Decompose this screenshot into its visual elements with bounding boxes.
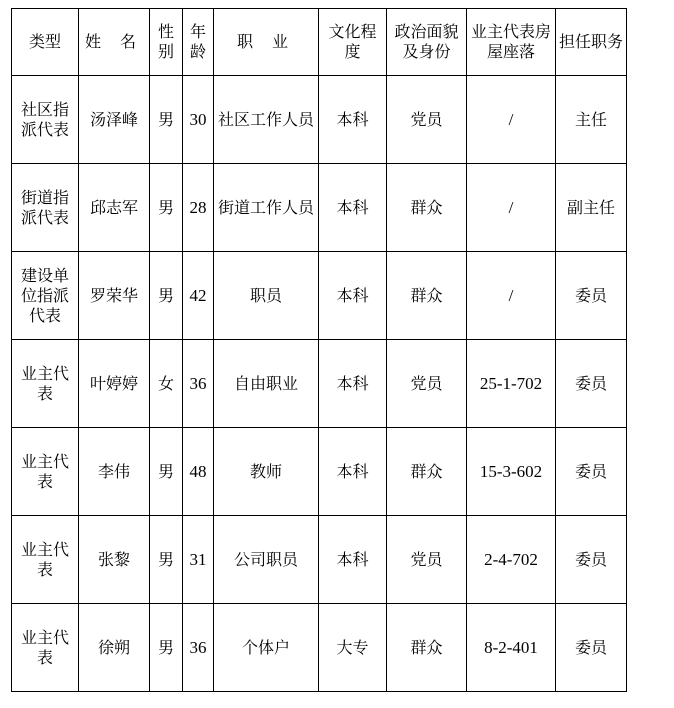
cell-occupation: 社区工作人员 bbox=[214, 76, 319, 164]
cell-education: 本科 bbox=[319, 164, 387, 252]
table-row bbox=[12, 164, 627, 252]
cell-education: 本科 bbox=[319, 76, 387, 164]
cell-occupation: 自由职业 bbox=[214, 340, 319, 428]
cell-name: 邱志军 bbox=[79, 164, 150, 252]
table-row bbox=[12, 340, 627, 428]
table-row bbox=[12, 252, 627, 340]
cell-occupation: 街道工作人员 bbox=[214, 164, 319, 252]
cell-name: 罗荣华 bbox=[79, 252, 150, 340]
cell-position: 委员 bbox=[556, 252, 627, 340]
table-row bbox=[12, 76, 627, 164]
cell-name: 张黎 bbox=[79, 516, 150, 604]
header-name: 姓 名 bbox=[79, 9, 150, 76]
cell-position: 委员 bbox=[556, 428, 627, 516]
table-header-row bbox=[12, 9, 627, 76]
cell-gender: 女 bbox=[150, 340, 183, 428]
cell-gender: 男 bbox=[150, 516, 183, 604]
header-age: 年龄 bbox=[183, 9, 214, 76]
cell-political: 群众 bbox=[387, 252, 467, 340]
table-row bbox=[12, 428, 627, 516]
cell-type: 业主代表 bbox=[12, 516, 79, 604]
cell-residence: / bbox=[467, 164, 556, 252]
cell-political: 党员 bbox=[387, 516, 467, 604]
cell-age: 42 bbox=[183, 252, 214, 340]
cell-occupation: 公司职员 bbox=[214, 516, 319, 604]
cell-political: 党员 bbox=[387, 76, 467, 164]
header-education: 文化程度 bbox=[319, 9, 387, 76]
cell-age: 48 bbox=[183, 428, 214, 516]
header-political: 政治面貌及身份 bbox=[387, 9, 467, 76]
cell-position: 委员 bbox=[556, 340, 627, 428]
header-gender: 性别 bbox=[150, 9, 183, 76]
cell-residence: 15-3-602 bbox=[467, 428, 556, 516]
cell-political: 党员 bbox=[387, 340, 467, 428]
cell-position: 副主任 bbox=[556, 164, 627, 252]
cell-name: 徐朔 bbox=[79, 604, 150, 692]
cell-position: 委员 bbox=[556, 516, 627, 604]
cell-education: 大专 bbox=[319, 604, 387, 692]
cell-type: 街道指派代表 bbox=[12, 164, 79, 252]
cell-occupation: 教师 bbox=[214, 428, 319, 516]
header-type: 类型 bbox=[12, 9, 79, 76]
cell-education: 本科 bbox=[319, 516, 387, 604]
cell-residence: 2-4-702 bbox=[467, 516, 556, 604]
header-residence: 业主代表房屋座落 bbox=[467, 9, 556, 76]
cell-type: 业主代表 bbox=[12, 604, 79, 692]
cell-political: 群众 bbox=[387, 164, 467, 252]
cell-residence: / bbox=[467, 76, 556, 164]
cell-gender: 男 bbox=[150, 76, 183, 164]
cell-occupation: 职员 bbox=[214, 252, 319, 340]
committee-roster-table bbox=[11, 8, 627, 692]
cell-political: 群众 bbox=[387, 428, 467, 516]
cell-residence: 8-2-401 bbox=[467, 604, 556, 692]
cell-age: 36 bbox=[183, 340, 214, 428]
cell-residence: / bbox=[467, 252, 556, 340]
cell-position: 委员 bbox=[556, 604, 627, 692]
cell-name: 汤泽峰 bbox=[79, 76, 150, 164]
cell-gender: 男 bbox=[150, 604, 183, 692]
cell-name: 李伟 bbox=[79, 428, 150, 516]
cell-age: 30 bbox=[183, 76, 214, 164]
cell-occupation: 个体户 bbox=[214, 604, 319, 692]
header-occupation: 职 业 bbox=[214, 9, 319, 76]
cell-education: 本科 bbox=[319, 252, 387, 340]
cell-education: 本科 bbox=[319, 428, 387, 516]
cell-political: 群众 bbox=[387, 604, 467, 692]
table-row bbox=[12, 604, 627, 692]
cell-gender: 男 bbox=[150, 164, 183, 252]
cell-type: 社区指派代表 bbox=[12, 76, 79, 164]
cell-gender: 男 bbox=[150, 252, 183, 340]
cell-position: 主任 bbox=[556, 76, 627, 164]
cell-name: 叶婷婷 bbox=[79, 340, 150, 428]
cell-age: 28 bbox=[183, 164, 214, 252]
header-position: 担任职务 bbox=[556, 9, 627, 76]
cell-age: 31 bbox=[183, 516, 214, 604]
cell-gender: 男 bbox=[150, 428, 183, 516]
cell-type: 业主代表 bbox=[12, 428, 79, 516]
committee-roster-sheet bbox=[11, 8, 627, 692]
cell-residence: 25-1-702 bbox=[467, 340, 556, 428]
cell-type: 业主代表 bbox=[12, 340, 79, 428]
cell-type: 建设单位指派代表 bbox=[12, 252, 79, 340]
cell-education: 本科 bbox=[319, 340, 387, 428]
table-row bbox=[12, 516, 627, 604]
cell-age: 36 bbox=[183, 604, 214, 692]
